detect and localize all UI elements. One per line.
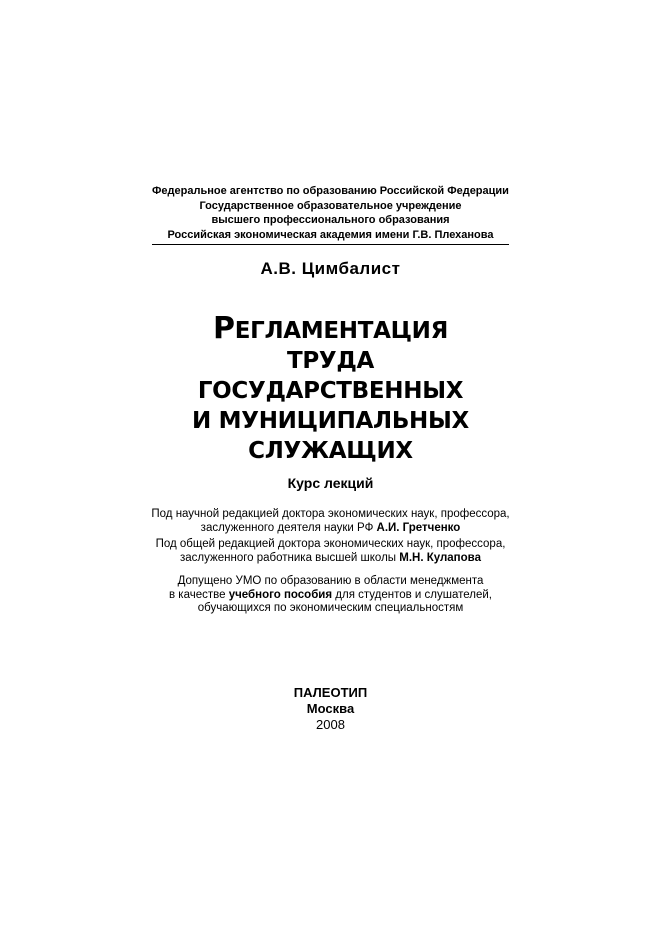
credit-line: Под общей редакцией доктора экономических наук, профессора, bbox=[155, 538, 506, 550]
credit-line bbox=[0, 552, 661, 566]
header-divider bbox=[152, 244, 509, 245]
approval-line: обучающихся по экономическим специальностям bbox=[197, 602, 464, 614]
organization-header bbox=[0, 184, 661, 242]
title-line: ТРУДА bbox=[286, 348, 375, 374]
title-line-text: ЕГЛАМЕНТАЦИЯ bbox=[234, 318, 448, 344]
approval-line: Допущено УМО по образованию в области менеджмента bbox=[177, 575, 484, 587]
approval-line bbox=[0, 589, 661, 603]
scientific-editor-credit bbox=[0, 508, 661, 535]
organization-line: высшего профессионального образования bbox=[211, 214, 450, 226]
title-initial-letter: Р bbox=[213, 311, 235, 346]
credit-text: заслуженного работника высшей школы bbox=[180, 551, 400, 564]
title-line bbox=[0, 311, 661, 346]
approval-statement bbox=[0, 575, 661, 616]
credit-line bbox=[0, 522, 661, 536]
approval-emphasis: учебного пособия bbox=[228, 588, 333, 601]
credit-text: заслуженного деятеля науки РФ bbox=[200, 521, 377, 534]
general-editor-credit bbox=[0, 538, 661, 565]
title-line: ГОСУДАРСТВЕННЫХ bbox=[197, 378, 464, 404]
title-line: СЛУЖАЩИХ bbox=[248, 438, 413, 464]
publication-year: 2008 bbox=[316, 717, 345, 732]
approval-text: для студентов и слушателей, bbox=[332, 588, 492, 601]
organization-line: Российская экономическая академия имени Г.В. Плеханова bbox=[167, 228, 494, 241]
book-subtitle: Курс лекций bbox=[287, 475, 374, 491]
publication-city: Москва bbox=[306, 701, 355, 716]
approval-text: в качестве bbox=[168, 588, 229, 601]
book-title bbox=[0, 311, 661, 466]
author-name: А.В. Цимбалист bbox=[260, 259, 401, 278]
editor-name: М.Н. Кулапова bbox=[399, 551, 481, 564]
publisher-name: ПАЛЕОТИП bbox=[293, 685, 368, 700]
title-line: И МУНИЦИПАЛЬНЫХ bbox=[192, 408, 469, 434]
organization-line: Федеральное агентство по образованию Российской Федерации bbox=[152, 185, 509, 197]
editor-name: А.И. Гретченко bbox=[376, 521, 461, 534]
credit-line: Под научной редакцией доктора экономических наук, профессора, bbox=[151, 508, 510, 520]
organization-line: Государственное образовательное учреждение bbox=[199, 199, 462, 212]
